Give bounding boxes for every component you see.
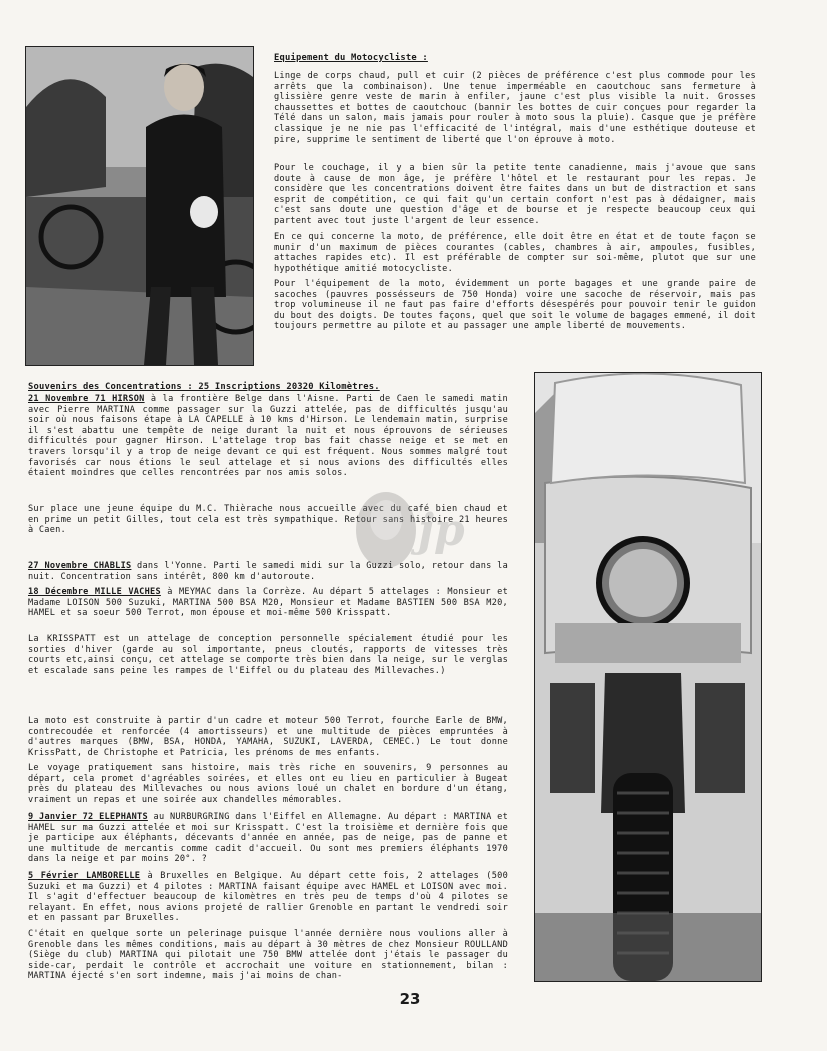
hirson-entry-title: 21 Novembre 71 HIRSON bbox=[28, 394, 145, 404]
lamborelle-entry bbox=[28, 871, 508, 924]
equipment-paragraph-2: Pour le couchage, il y a bien sûr la petite tente canadienne, mais j'avoue que sans doute à cause de mon âge, je préfère l'hôtel et le restaurant pour les repas. Je considère que les concentrations doivent être faites dans un but de distraction et sans esprit de compétition, ce qui fait qu'un certain confort n'est pas à dédaigner, mais c'est sans doute une question d'âge et de bourse et je respecte beaucoup ceux qui partent avec tout juste l'argent de leur essence. bbox=[274, 163, 756, 226]
equipment-paragraph-1: Linge de corps chaud, pull et cuir (2 pièces de préférence c'est plus commode pour les arrêts que la combinaison). Une tenue imperméable en caoutchouc sans fermeture à glissière genre veste de marin à enfiler, jaune c'est plus visible la nuit. Grosses chaussettes et bottes de caoutchouc (bannir les bottes de cuir conçues pour regarder la Télé dans un salon, mais jamais pour rouler à moto sous la pluie). Casque que je préfère classique je ne nie pas l'efficacité de l'intégral, mais d'une esthétique douteuse et pire, supprime le sentiment de liberté que l'on éprouve à moto. bbox=[274, 71, 756, 145]
hirson-entry-text: à la frontière Belge dans l'Aisne. Parti de Caen le samedi matin avec Pierre MARTINA comme passager sur la Guzzi attelée, pas de difficultés jusqu'au soir où nous faisons étape à LA CAPELLE à 10 kms d'Hirson. Le lendemain matin, surprise il s'est abattu une tempête de neige durant la nuit et nous éprouvons de sérieuses difficultés pour gagner Hirson. L'attelage trop bas fait chasse neige et se met en travers lorsqu'il y a trop de neige devant ce qui est fréquent. Nous sommes malgré tout favorisés car nous étions le seul attelage et si nous avions des difficultés elles étaient moindres que celles rencontrées par nos amis solos. bbox=[28, 394, 508, 479]
elephants-entry-title: 9 Janvier 72 ELEPHANTS bbox=[28, 812, 148, 822]
voyage-paragraph: Le voyage pratiquement sans histoire, mais très riche en souvenirs, 9 personnes au départ, cela promet d'agréables soirées, et elles ont eu lieu en particulier à Bugeat près du plateau des Millevaches ou nous avions loué un chalet en bordure d'un étang, vraiment un repas et une soirée aux chandelles mémorables. bbox=[28, 763, 508, 805]
hirson-return-paragraph: Sur place une jeune équipe du M.C. Thièrache nous accueille avec du café bien chaud et en prime un petit Gilles, tout cela est très sympathique. Retour sans histoire 21 heures à Caen. bbox=[28, 504, 508, 536]
grenoble-paragraph: C'était en quelque sorte un pelerinage puisque l'année dernière nous voulions aller à Grenoble dans les mêmes conditions, mais au départ à 30 mètres de chez Monsieur ROULLAND (Siège du club) MARTINA qui pilotait une 750 BMW attelée dont j'étais le passager du side-car, perdait le contrôle et accrochait une voiture en stationnement, bilan : MARTINA éjecté s'en sort indemne, mais j'ai moins de chan- bbox=[28, 929, 508, 982]
motorcyclist-photo bbox=[25, 46, 254, 366]
motorcycle-photo bbox=[534, 372, 762, 982]
millevaches-entry-title: 18 Décembre MILLE VACHES bbox=[28, 587, 161, 597]
souvenirs-heading: Souvenirs des Concentrations : 25 Inscriptions 20320 Kilomètres. bbox=[28, 382, 380, 392]
lamborelle-entry-title: 5 Février LAMBORELLE bbox=[28, 871, 141, 881]
watermark-letters: jp bbox=[418, 505, 465, 556]
krisspatt-construction-paragraph: La moto est construite à partir d'un cadre et moteur 500 Terrot, fourche Earle de BMW, contrecoudée et renforcée (4 amortisseurs) et une multitude de pièces empruntées à d'autres marques (BMW, BSA, HONDA, YAMAHA, SUZUKI, LAVERDA, CEMEC.) Le tout donne KrissPatt, de Christophe et Patricia, les prénoms de mes enfants. bbox=[28, 716, 508, 758]
equipment-paragraph-3: En ce qui concerne la moto, de préférence, elle doit être en état et de toute façon se munir d'un maximum de pièces courantes (cables, chambres à air, ampoules, fusibles, attaches rapides etc). Il est préférable de compter sur soi-même, plutot que sur une hypothétique amitié motocycliste. bbox=[274, 232, 756, 274]
chablis-entry-title: 27 Novembre CHABLIS bbox=[28, 561, 132, 571]
millevaches-entry bbox=[28, 587, 508, 619]
page-number: 23 bbox=[399, 990, 421, 1008]
chablis-entry bbox=[28, 561, 508, 582]
chablis-entry-text: dans l'Yonne. Parti le samedi midi sur la Guzzi solo, retour dans la nuit. Concentration sans intérêt, 800 km d'autoroute. bbox=[28, 561, 508, 582]
equipment-heading: Equipement du Motocycliste : bbox=[274, 53, 428, 63]
hirson-entry bbox=[28, 394, 508, 479]
lamborelle-entry-text: à Bruxelles en Belgique. Au départ cette fois, 2 attelages (500 Suzuki et ma Guzzi) et 4 pilotes : MARTINA faisant équipe avec HAMEL et LOISON avec moi. Il s'agit d'effectuer beaucoup de kilomètres en très peu de temps d'où 4 pilotes se relayant. En effet, nous avions projeté de rallier Grenoble en partant le vendredi soir et en passant par Bruxelles. bbox=[28, 871, 508, 924]
elephants-entry bbox=[28, 812, 508, 865]
krisspatt-paragraph: La KRISSPATT est un attelage de conception personnelle spécialement étudié pour les sorties d'hiver (garde au sol importante, pneus cloutés, rapports de vitesses très courts etc,ainsi conçu, cet attelage se comporte très bien dans la neige, sur le verglas et escalade sans peine les rampes de l'Eiffel ou du plateau des Millevaches.) bbox=[28, 634, 508, 676]
elephants-entry-text: au NURBURGRING dans l'Eiffel en Allemagne. Au départ : MARTINA et HAMEL sur ma Guzzi attelée et moi sur Krisspatt. C'est la troisième et dernière fois que je participe aux éléphants, décevants d'année en année, pas de neige, pas de panne et une multitude de mercantis comme cadit d'accueil. Ou sont mes premiers éléphants 1970 dans la neige et par moins 20°. ? bbox=[28, 812, 508, 865]
millevaches-entry-text: à MEYMAC dans la Corrèze. Au départ 5 attelages : Monsieur et Madame LOISON 500 Suzuki, MARTINA 500 BSA M20, Monsieur et Madame BASTIEN 500 BSA M20, HAMEL et sa soeur 500 Terrot, mon épouse et moi-même 500 Krisspatt. bbox=[28, 587, 508, 619]
equipment-paragraph-4: Pour l'équipement de la moto, évidemment un porte bagages et une grande paire de sacoches (pauvres possésseurs de 750 Honda) voire une sacoche de réservoir, mais pas trop volumineuse il ne faut pas faire d'efforts désespérés pour pouvoir tenir le guidon du bout des doigts. De toutes façons, quel que soit le volume de bagages emmené, il doit toujours permettre au pilote et au passager une ample liberté de mouvements. bbox=[274, 279, 756, 332]
